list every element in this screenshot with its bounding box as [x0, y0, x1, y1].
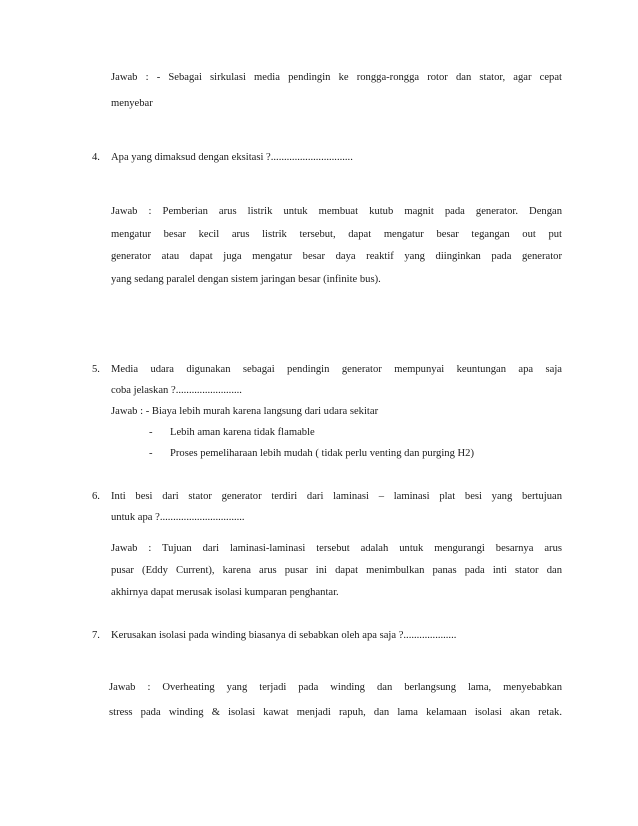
question-number: 5.	[92, 364, 100, 375]
answer-line: pusar (Eddy Current), karena arus pusar ini dapat menimbulkan panas pada inti stator dan	[111, 565, 562, 576]
answer-line: Jawab : - Biaya lebih murah karena langsung dari udara sekitar	[111, 406, 379, 417]
answer-line: stress pada winding & isolasi kawat menjadi rapuh, dan lama kelamaan isolasi akan retak.	[109, 707, 562, 718]
question-text: Media udara digunakan sebagai pendingin generator mempunyai keuntungan apa saja	[111, 364, 562, 375]
answer-line: Jawab : Pemberian arus listrik untuk membuat kutub magnit pada generator. Dengan	[111, 206, 562, 217]
question-number: 6.	[92, 491, 100, 502]
question-text: Apa yang dimaksud dengan eksitasi ?...............................	[111, 152, 353, 163]
bullet-item: Lebih aman karena tidak flamable	[170, 427, 315, 438]
bullet-mark: -	[149, 448, 153, 459]
question-number: 4.	[92, 152, 100, 163]
question-number: 7.	[92, 630, 100, 641]
answer-line: Jawab : Tujuan dari laminasi-laminasi tersebut adalah untuk mengurangi besarnya arus	[111, 543, 562, 554]
answer-line: generator atau dapat juga mengatur besar daya reaktif yang diinginkan pada generator	[111, 251, 562, 262]
bullet-mark: -	[149, 427, 153, 438]
answer-line: Jawab : - Sebagai sirkulasi media pendingin ke rongga-rongga rotor dan stator, agar cepat	[111, 72, 562, 83]
question-text: coba jelaskan ?.........................	[111, 385, 242, 396]
bullet-item: Proses pemeliharaan lebih mudah ( tidak perlu venting dan purging H2)	[170, 448, 475, 459]
answer-line: yang sedang paralel dengan sistem jaringan besar (infinite bus).	[111, 274, 381, 285]
question-text: untuk apa ?................................	[111, 512, 245, 523]
answer-line: Jawab : Overheating yang terjadi pada winding dan berlangsung lama, menyebabkan	[109, 682, 562, 693]
question-text: Kerusakan isolasi pada winding biasanya di sebabkan oleh apa saja ?....................	[111, 630, 457, 641]
answer-line: mengatur besar kecil arus listrik tersebut, dapat mengatur besar tegangan out put	[111, 229, 562, 240]
answer-line: akhirnya dapat merusak isolasi kumparan penghantar.	[111, 587, 339, 598]
question-text: Inti besi dari stator generator terdiri dari laminasi – laminasi plat besi yang bertujuan	[111, 491, 562, 502]
answer-line: menyebar	[111, 98, 153, 109]
